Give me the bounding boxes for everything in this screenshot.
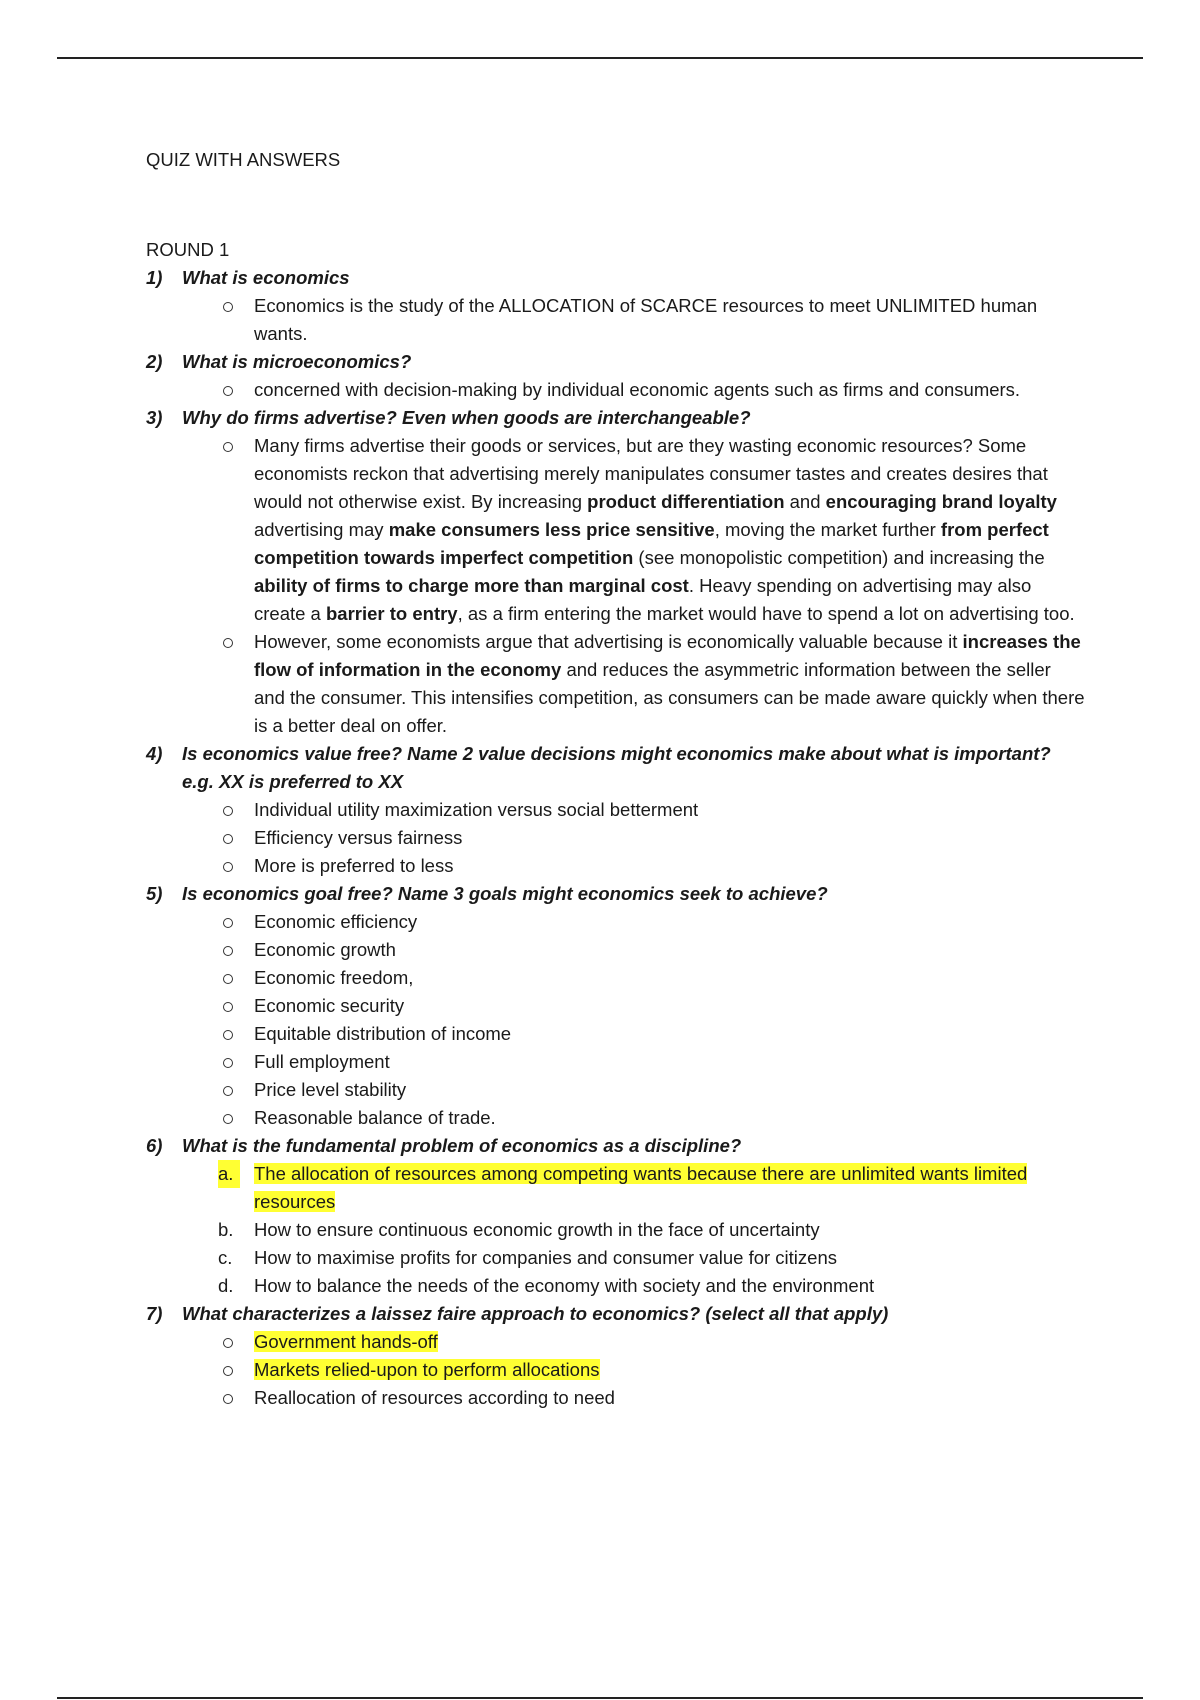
answer-item [254, 1020, 1086, 1048]
answer-item [254, 936, 1086, 964]
answer-text [254, 435, 1075, 624]
question-number: 5) [146, 883, 163, 904]
answer-item [218, 1216, 1086, 1244]
answer-letter: d. [218, 1275, 234, 1296]
answer-item [254, 824, 1086, 852]
question-number: 4) [146, 743, 163, 764]
answer-list [182, 1328, 1086, 1412]
answer-item-correct [254, 1356, 1086, 1384]
answer-text: Price level stability [254, 1079, 407, 1100]
answer-letter: a. [218, 1160, 240, 1188]
bold-term: from perfect competition towards imperfect competition [254, 519, 1049, 568]
text-segment: and reduces the asymmetric information between the seller and the consumer. This intensifies competition, as consumers can be made aware quickly when there is a better deal on offer. [254, 659, 1085, 736]
question-number: 6) [146, 1135, 163, 1156]
text-segment: Many firms advertise their goods or services, but are they wasting economic resources? Some economists reckon that advertising merely manipulates consumer tastes and creates desires that would not otherwise exist. By increasing [254, 435, 1048, 512]
answer-item [254, 992, 1086, 1020]
text-segment: . Heavy spending on advertising may also create a [254, 575, 1032, 624]
answer-item [254, 432, 1086, 628]
document-title: QUIZ WITH ANSWERS [146, 149, 341, 170]
question-text: What characterizes a laissez faire approach to economics? (select all that apply) [182, 1303, 889, 1324]
answer-text: How to maximise profits for companies and consumer value for citizens [254, 1247, 837, 1268]
answer-item [254, 376, 1086, 404]
answer-item [254, 292, 1086, 348]
round-label: ROUND 1 [146, 239, 230, 260]
answer-list [182, 292, 1086, 348]
answer-list [182, 376, 1086, 404]
question-text: Is economics goal free? Name 3 goals might economics seek to achieve? [182, 883, 828, 904]
bold-term: increases the flow of information in the economy [254, 631, 1081, 680]
bold-term: product differentiation [587, 491, 785, 512]
question-text: What is microeconomics? [182, 351, 412, 372]
question-3 [146, 404, 1086, 740]
question-text: Why do firms advertise? Even when goods are interchangeable? [182, 407, 751, 428]
answer-letter: c. [218, 1247, 233, 1268]
question-text: Is economics value free? Name 2 value decisions might economics make about what is important? e.g. XX is preferred to XX [182, 743, 1051, 792]
text-segment: and [784, 491, 826, 512]
answer-list [182, 796, 1086, 880]
answer-item-correct [218, 1160, 1086, 1216]
answer-list [182, 908, 1086, 1132]
answer-text: Reasonable balance of trade. [254, 1107, 496, 1128]
bold-term: make consumers less price sensitive [388, 519, 715, 540]
answer-item [254, 1384, 1086, 1412]
answer-text: Full employment [254, 1051, 390, 1072]
answer-item [254, 1076, 1086, 1104]
bold-term: ability of firms to charge more than marginal cost [254, 575, 689, 596]
answer-text: Economic efficiency [254, 911, 418, 932]
bold-term: encouraging brand loyalty [825, 491, 1057, 512]
answer-list [182, 432, 1086, 740]
answer-item [254, 1048, 1086, 1076]
answer-text: Reallocation of resources according to need [254, 1387, 615, 1408]
question-number: 7) [146, 1303, 163, 1324]
footer-rule [57, 1697, 1143, 1699]
answer-text: Economics is the study of the ALLOCATION of SCARCE resources to meet UNLIMITED human wants. [254, 295, 1038, 344]
bold-term: barrier to entry [326, 603, 458, 624]
answer-text: Equitable distribution of income [254, 1023, 512, 1044]
answer-item [254, 628, 1086, 740]
question-7 [146, 1300, 1086, 1412]
answer-item [254, 908, 1086, 936]
answer-text: Economic security [254, 995, 405, 1016]
answer-text: How to ensure continuous economic growth in the face of uncertainty [254, 1219, 820, 1240]
answer-text-highlighted: The allocation of resources among competing wants because there are unlimited wants limited resources [254, 1163, 1028, 1212]
question-2 [146, 348, 1086, 404]
text-segment: , moving the market further [714, 519, 941, 540]
answer-text: Economic growth [254, 939, 396, 960]
answer-item [254, 852, 1086, 880]
answer-item [254, 964, 1086, 992]
text-segment: (see monopolistic competition) and increasing the [633, 547, 1045, 568]
text-segment: advertising may [254, 519, 389, 540]
header-rule [57, 57, 1143, 59]
answer-item [218, 1244, 1086, 1272]
answer-list [182, 1160, 1086, 1300]
question-number: 2) [146, 351, 163, 372]
answer-text-highlighted: Government hands-off [254, 1331, 438, 1352]
text-segment: However, some economists argue that advertising is economically valuable because it [254, 631, 963, 652]
question-4 [146, 740, 1086, 880]
question-1 [146, 264, 1086, 348]
question-6 [146, 1132, 1086, 1300]
question-number: 1) [146, 267, 163, 288]
text-segment: , as a firm entering the market would have to spend a lot on advertising too. [457, 603, 1075, 624]
answer-text: Individual utility maximization versus social betterment [254, 799, 699, 820]
answer-text: Economic freedom, [254, 967, 414, 988]
question-list [146, 264, 1086, 1412]
document-body [146, 146, 1086, 1412]
answer-item [218, 1272, 1086, 1300]
answer-item [254, 796, 1086, 824]
answer-text: Efficiency versus fairness [254, 827, 463, 848]
answer-text: More is preferred to less [254, 855, 454, 876]
answer-item [254, 1104, 1086, 1132]
answer-text: concerned with decision-making by individual economic agents such as firms and consumers. [254, 379, 1021, 400]
answer-item-correct [254, 1328, 1086, 1356]
question-text: What is economics [182, 267, 350, 288]
question-number: 3) [146, 407, 163, 428]
answer-text [254, 631, 1085, 736]
answer-text-highlighted: Markets relied-upon to perform allocations [254, 1359, 600, 1380]
answer-text: How to balance the needs of the economy with society and the environment [254, 1275, 875, 1296]
question-5 [146, 880, 1086, 1132]
question-text: What is the fundamental problem of economics as a discipline? [182, 1135, 742, 1156]
answer-letter: b. [218, 1219, 234, 1240]
